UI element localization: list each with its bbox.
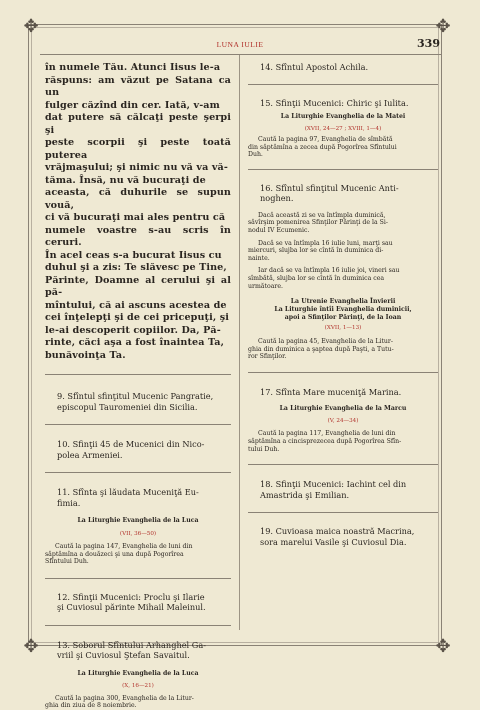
feast-entry bbox=[248, 98, 438, 159]
note-line: ghia din duminica a şaptea după Paşti, a Tutu- bbox=[248, 345, 394, 353]
liturgy-heading: La Liturghie Evanghelia de la Luca bbox=[77, 517, 199, 524]
feast-entry bbox=[248, 183, 438, 361]
page-number: 339 bbox=[417, 37, 440, 50]
note-line: Caută la pagina 97, Evanghelia de sîmbătă bbox=[258, 136, 393, 143]
entry-line: noghen. bbox=[260, 193, 294, 204]
note-line: sîmbătă, slujba lor se cîntă în duminica cea bbox=[248, 274, 385, 282]
feast-entry bbox=[45, 391, 231, 412]
header-rule bbox=[40, 54, 442, 55]
note-line: Caută la pagina 45, Evanghelia de la Litur- bbox=[258, 338, 393, 346]
scripture-reference: (XVII, 24—27 ; XVIII, 1—4) bbox=[304, 126, 382, 132]
note-line: Caută la pagina 300, Evanghelia de la Litur- bbox=[55, 694, 194, 702]
corner-ornament-icon: ✥ bbox=[435, 636, 451, 657]
liturgy-heading: La Liturghie Evanghelia de la Matei bbox=[280, 113, 406, 120]
corner-ornament-icon: ✥ bbox=[435, 16, 451, 37]
note-line: Caută la pagina 147, Evanghelia de luni din bbox=[55, 543, 193, 550]
corner-ornament-icon: ✥ bbox=[23, 16, 39, 37]
scripture-reference: (XVII, 1—13) bbox=[324, 325, 362, 332]
feast-entry bbox=[248, 526, 438, 547]
passage-line: mîntului, că ai ascuns acestea de bbox=[45, 299, 227, 311]
entry-line: polea Armeniei. bbox=[57, 449, 123, 460]
note-line: Sfîntului Duh. bbox=[45, 558, 89, 566]
note-line: Duh. bbox=[248, 151, 263, 159]
note-line: tului Duh. bbox=[248, 445, 280, 453]
entry-line: Amastrida şi Emilian. bbox=[260, 489, 350, 500]
passage-line: cei înţelepţi şi de cei pricepuţi, şi bbox=[45, 312, 229, 323]
passage-line: răspuns: am văzut pe Satana ca un bbox=[45, 74, 231, 98]
entry-line: 13. Soborul Sfîntului Arhanghel Ga- bbox=[57, 639, 206, 650]
liturgy-heading: La Liturghie Evanghelia de la Luca bbox=[77, 669, 199, 677]
feast-entry bbox=[248, 479, 438, 500]
note-line: săvîrşim pomenirea Sfinţilor Părinţi de la Si- bbox=[248, 219, 388, 227]
entry-line: 10. Sfinţii 45 de Mucenici din Nico- bbox=[57, 439, 205, 449]
feast-entry bbox=[45, 487, 231, 566]
scripture-reference: (V, 24—34) bbox=[327, 418, 359, 425]
entry-line: 15. Sfinţii Mucenici: Chiric şi Iulita. bbox=[260, 97, 409, 108]
entry-line: 18. Sfinţii Mucenici: Iachint cel din bbox=[260, 479, 407, 490]
passage-line: În acel ceas s-a bucurat Iisus cu bbox=[45, 249, 222, 261]
right-column bbox=[248, 62, 438, 547]
note-line: săptămîna a douăzeci şi una după Pogorîrea bbox=[45, 550, 184, 558]
entry-line: 19. Cuvioasa maica noastră Macrina, bbox=[260, 526, 415, 537]
passage-line: dat putere să călcaţi peste şerpi şi bbox=[45, 112, 231, 136]
entry-line: 11. Sfînta şi lăudata Muceniţă Eu- bbox=[57, 487, 199, 497]
gospel-passage bbox=[45, 62, 231, 362]
feast-entry bbox=[45, 439, 231, 460]
feast-entry bbox=[248, 387, 438, 453]
passage-line: rinte, căci aşa a fost înaintea Ta, bbox=[45, 337, 225, 348]
scripture-reference: (X, 16—21) bbox=[122, 682, 154, 689]
entry-line: 9. Sfîntul sfinţitul Mucenic Pangratie, bbox=[57, 391, 214, 401]
note-line: Dacă această zi se va întîmpla duminică, bbox=[258, 211, 386, 219]
entry-line: vriil şi Cuviosul Ştefan Savaitul. bbox=[57, 650, 190, 661]
running-title: LUNA IULIE bbox=[216, 40, 264, 49]
left-column bbox=[45, 62, 231, 710]
passage-line: tăma. Însă, nu vă bucuraţi de bbox=[45, 174, 206, 186]
note-line: din săptămîna a zecea după Pogorîrea Sfîntului bbox=[248, 143, 397, 151]
passage-line: aceasta, că duhurile se supun vouă, bbox=[45, 187, 231, 211]
feast-entry bbox=[248, 62, 438, 73]
entry-line: sora marelui Vasile şi Cuviosul Dia. bbox=[260, 536, 407, 547]
note-line: Caută la pagina 117, Evanghelia de luni din bbox=[258, 430, 396, 438]
entry-line: 17. Sfînta Mare muceniţă Marina. bbox=[260, 386, 402, 397]
passage-line: în numele Tău. Atunci Iisus le-a bbox=[45, 62, 221, 73]
note-line: ror Sfinţilor. bbox=[248, 353, 287, 361]
passage-line: fulger căzînd din cer. Iată, v-am bbox=[45, 99, 220, 111]
passage-line: bunăvoinţa Ta. bbox=[45, 349, 126, 361]
liturgy-heading: La Liturghie Evanghelia de la Marcu bbox=[279, 405, 407, 413]
liturgy-heading: apoi a Sfinţilor Părinţi, de la Ioan bbox=[284, 314, 402, 322]
liturgy-heading: La Utrenie Evanghelia Învierii bbox=[290, 298, 396, 306]
entry-line: şi Cuviosul părinte Mihail Maleinul. bbox=[57, 602, 206, 613]
note-line: nodul IV Ecumenic. bbox=[248, 226, 310, 234]
note-line: miercuri, slujba lor se cîntă în duminica di- bbox=[248, 247, 384, 255]
passage-line: ci vă bucuraţi mai ales pentru că bbox=[45, 212, 226, 223]
passage-line: numele voastre s-au scris în ceruri. bbox=[45, 224, 231, 248]
feast-entry bbox=[45, 592, 231, 613]
note-line: Iar dacă se va întîmpla 16 iulie joi, vineri sau bbox=[258, 267, 400, 275]
passage-line: vrăjmaşului; şi nimic nu vă va vă- bbox=[45, 162, 228, 173]
entry-line: 16. Sfîntul sfinţitul Mucenic Anti- bbox=[260, 182, 399, 193]
entry-line: fimia. bbox=[57, 497, 81, 508]
entry-line: 12. Sfinţii Mucenici: Proclu şi Ilarie bbox=[57, 591, 205, 602]
entry-line: episcopul Tauromeniei din Sicilia. bbox=[57, 401, 198, 412]
scripture-reference: (VII, 36—50) bbox=[119, 531, 157, 537]
column-divider bbox=[239, 55, 240, 630]
entry-line: 14. Sfîntul Apostol Achila. bbox=[260, 62, 369, 72]
note-line: nainte. bbox=[248, 254, 270, 262]
passage-line: duhul şi a zis: Te slăvesc pe Tine, bbox=[45, 262, 227, 273]
corner-ornament-icon: ✥ bbox=[23, 636, 39, 657]
note-line: ghia din ziua de 8 noiembrie. bbox=[45, 702, 137, 710]
note-line: Dacă se va întîmpla 16 iulie luni, marţi sau bbox=[258, 239, 393, 247]
passage-line: peste scorpii şi peste toată puterea bbox=[45, 137, 231, 161]
passage-line: Părinte, Doamne al cerului şi al pă- bbox=[45, 274, 231, 298]
note-line: săptămîna a cincisprezecea după Pogorîrea Sfîn- bbox=[248, 438, 402, 445]
note-line: următoare. bbox=[248, 282, 283, 290]
liturgy-heading: La Liturghie întîi Evanghelia duminicii, bbox=[274, 306, 412, 314]
passage-line: le-ai descoperit copiilor. Da, Pă- bbox=[45, 324, 221, 336]
feast-entry bbox=[45, 640, 231, 710]
